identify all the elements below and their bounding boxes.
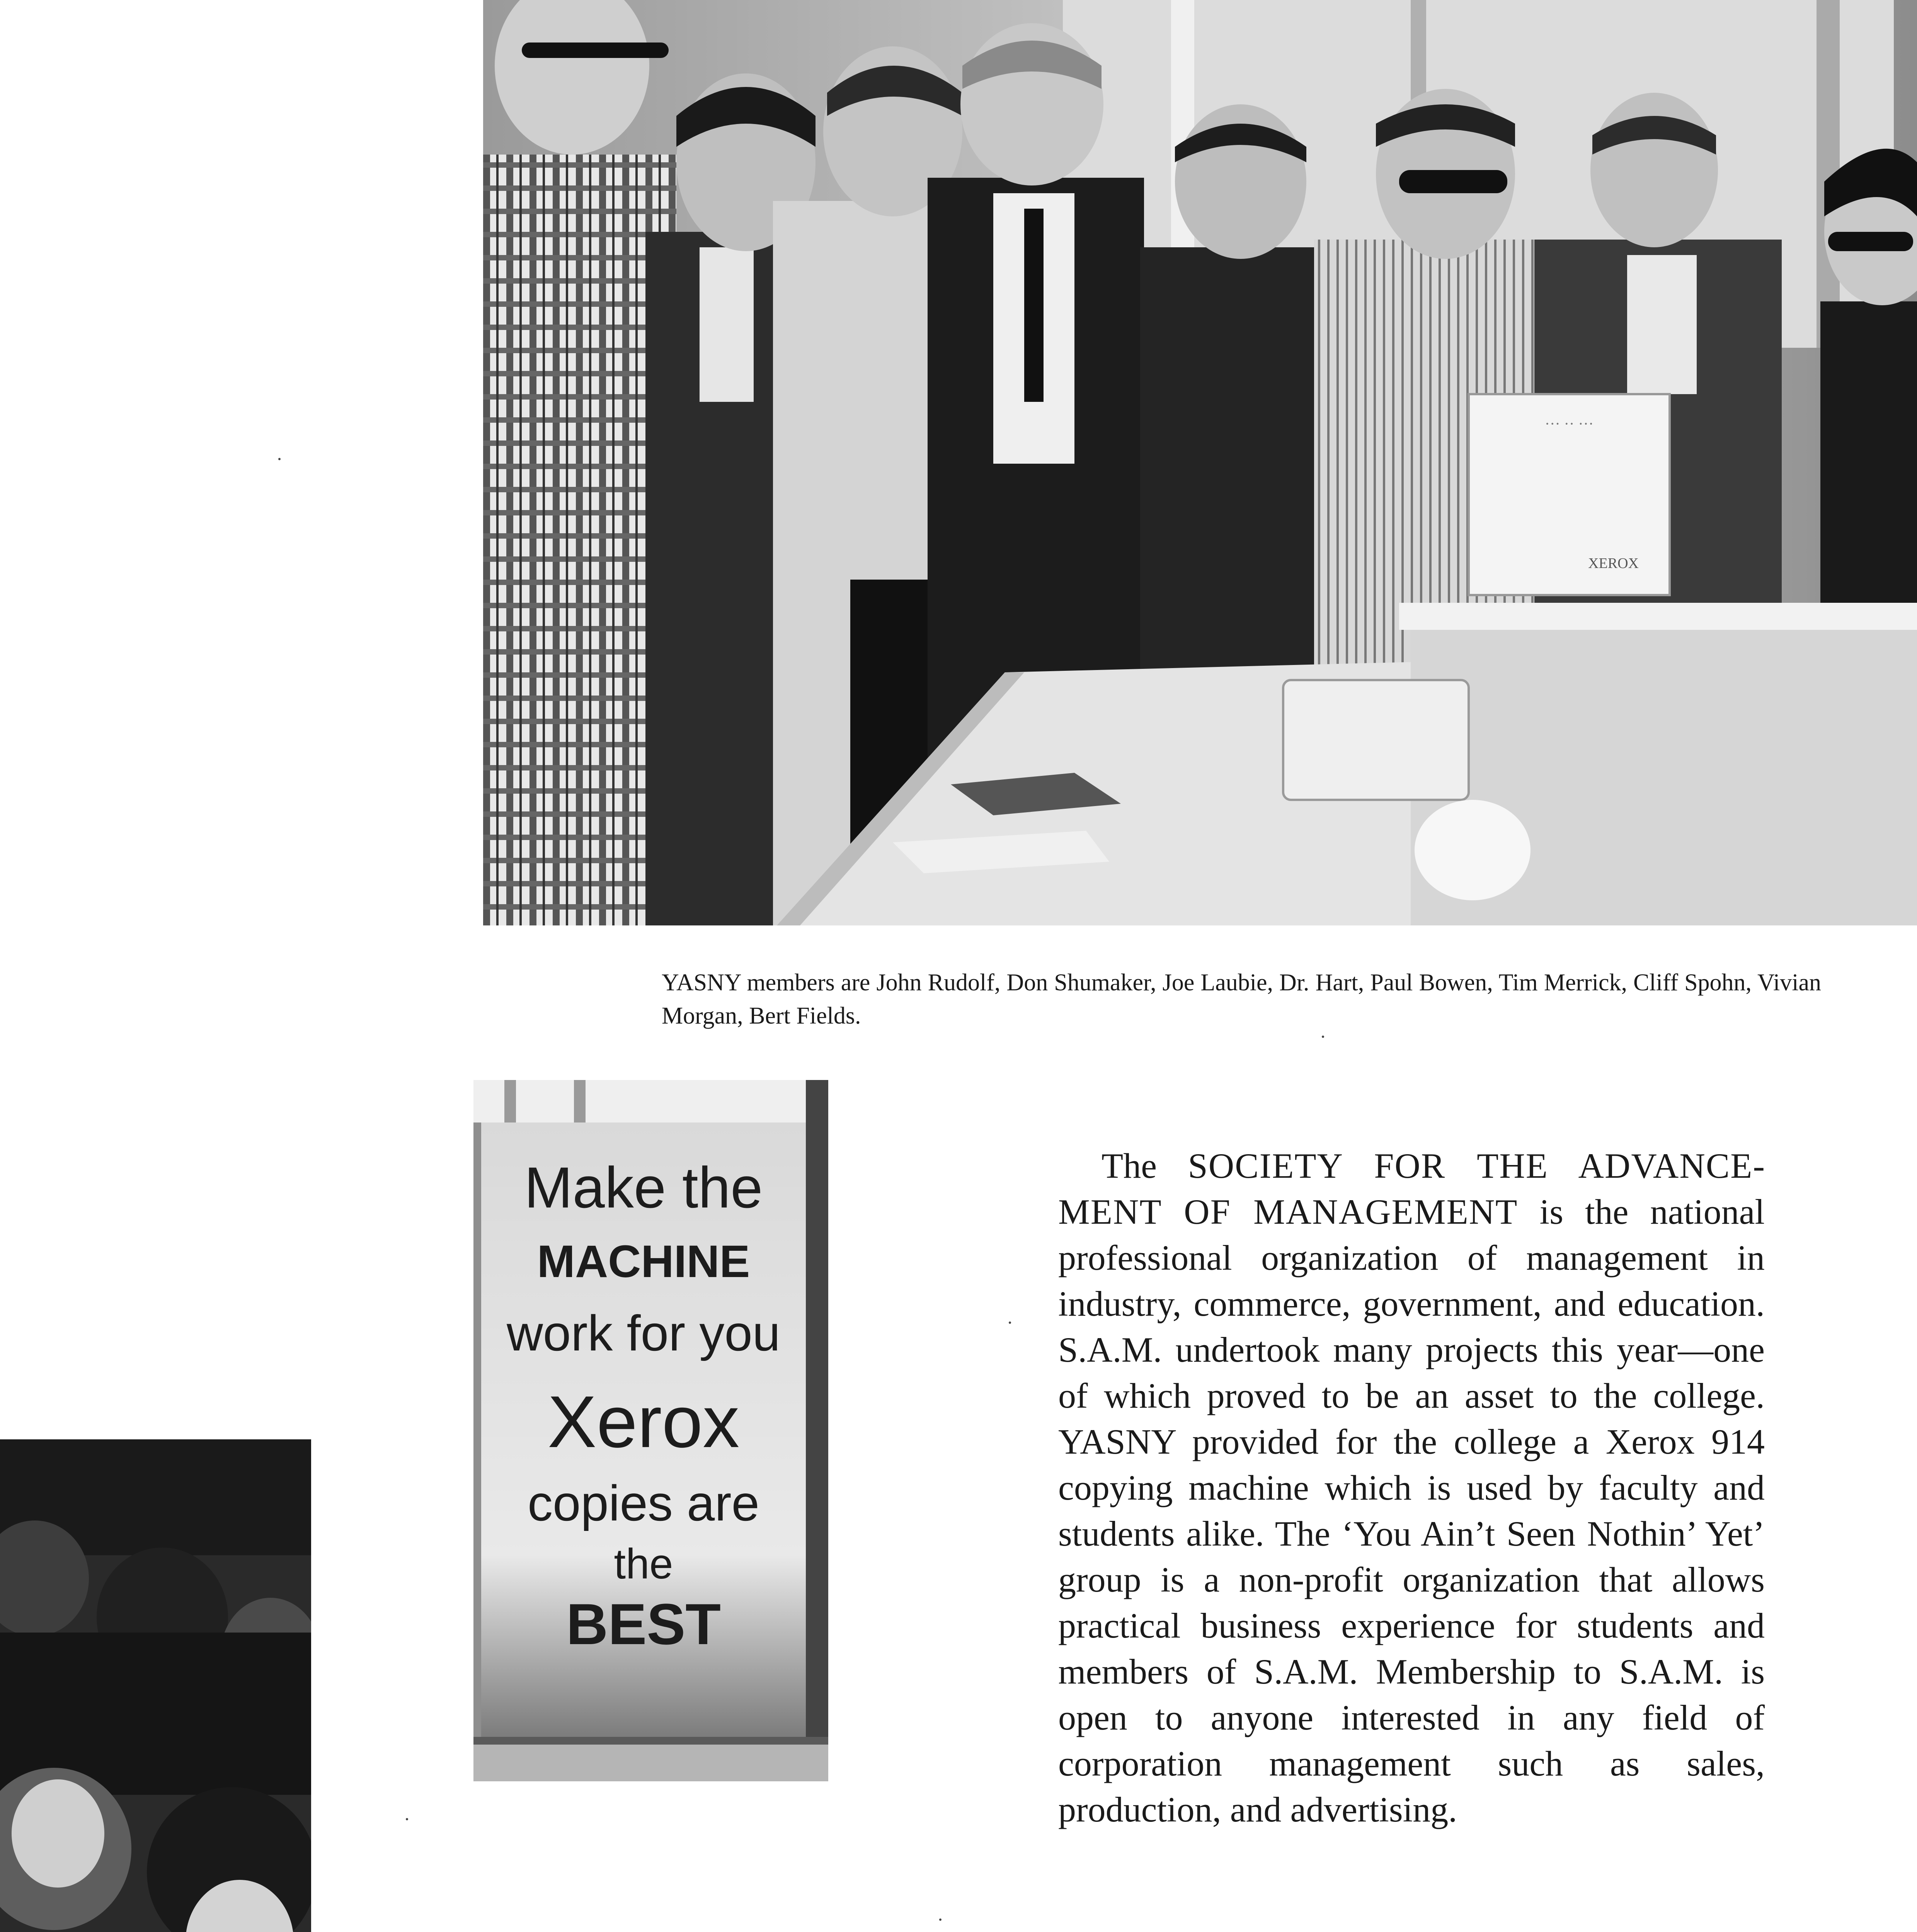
xerox-sign-photo [473, 1080, 828, 1781]
sign-line-copies-are: copies are [528, 1475, 759, 1531]
scan-speck [939, 1918, 941, 1921]
yasny-photo-caption: YASNY members are John Rudolf, Don Shumaker, Joe Laubie, Dr. Hart, Paul Bowen, Tim Merrick, Cliff Spohn, Vivian Morgan, Bert Fields. [662, 969, 1821, 1029]
sam-description-paragraph [1058, 1143, 1765, 1833]
yasny-members-photo [483, 0, 1917, 925]
xerox-machine-label: XEROX [1588, 555, 1639, 571]
scan-speck [278, 458, 281, 460]
scan-speck [1009, 1321, 1011, 1324]
sign-line-the: the [614, 1540, 673, 1588]
sign-line-make-the: Make the [524, 1155, 763, 1220]
sign-line-xerox: Xerox [547, 1381, 740, 1463]
sign-line-machine: MACHINE [537, 1236, 750, 1287]
body-lead-word: The [1102, 1146, 1188, 1185]
scan-speck [406, 1818, 408, 1820]
sign-line-best: BEST [566, 1592, 721, 1656]
audience-photo [0, 1439, 311, 1932]
society-name: SOCIETY FOR THE ADVANCEMENT OF MANAGEMENT [1058, 1146, 1765, 1231]
sign-line-work-for-you: work for you [506, 1305, 781, 1361]
body-text: is the national professional organization of management in industry, commerce, government, and education. S.A.M. undertook many projects this year—one of which proved to be an asset to the college. YASNY provided for the college a Xerox 914 copying machine which is used by faculty and students alike. The ‘You Ain’t Seen Nothin’ Yet’ group is a non-profit organization that allows practical business experience for students and members of S.A.M. Membership to S.A.M. is open to anyone interested in any field of corporation management such as sales, production, and advertising. [1058, 1192, 1765, 1829]
svg-text:··· ·· ···: ··· ·· ··· [1544, 415, 1594, 432]
scan-speck [1322, 1036, 1324, 1038]
